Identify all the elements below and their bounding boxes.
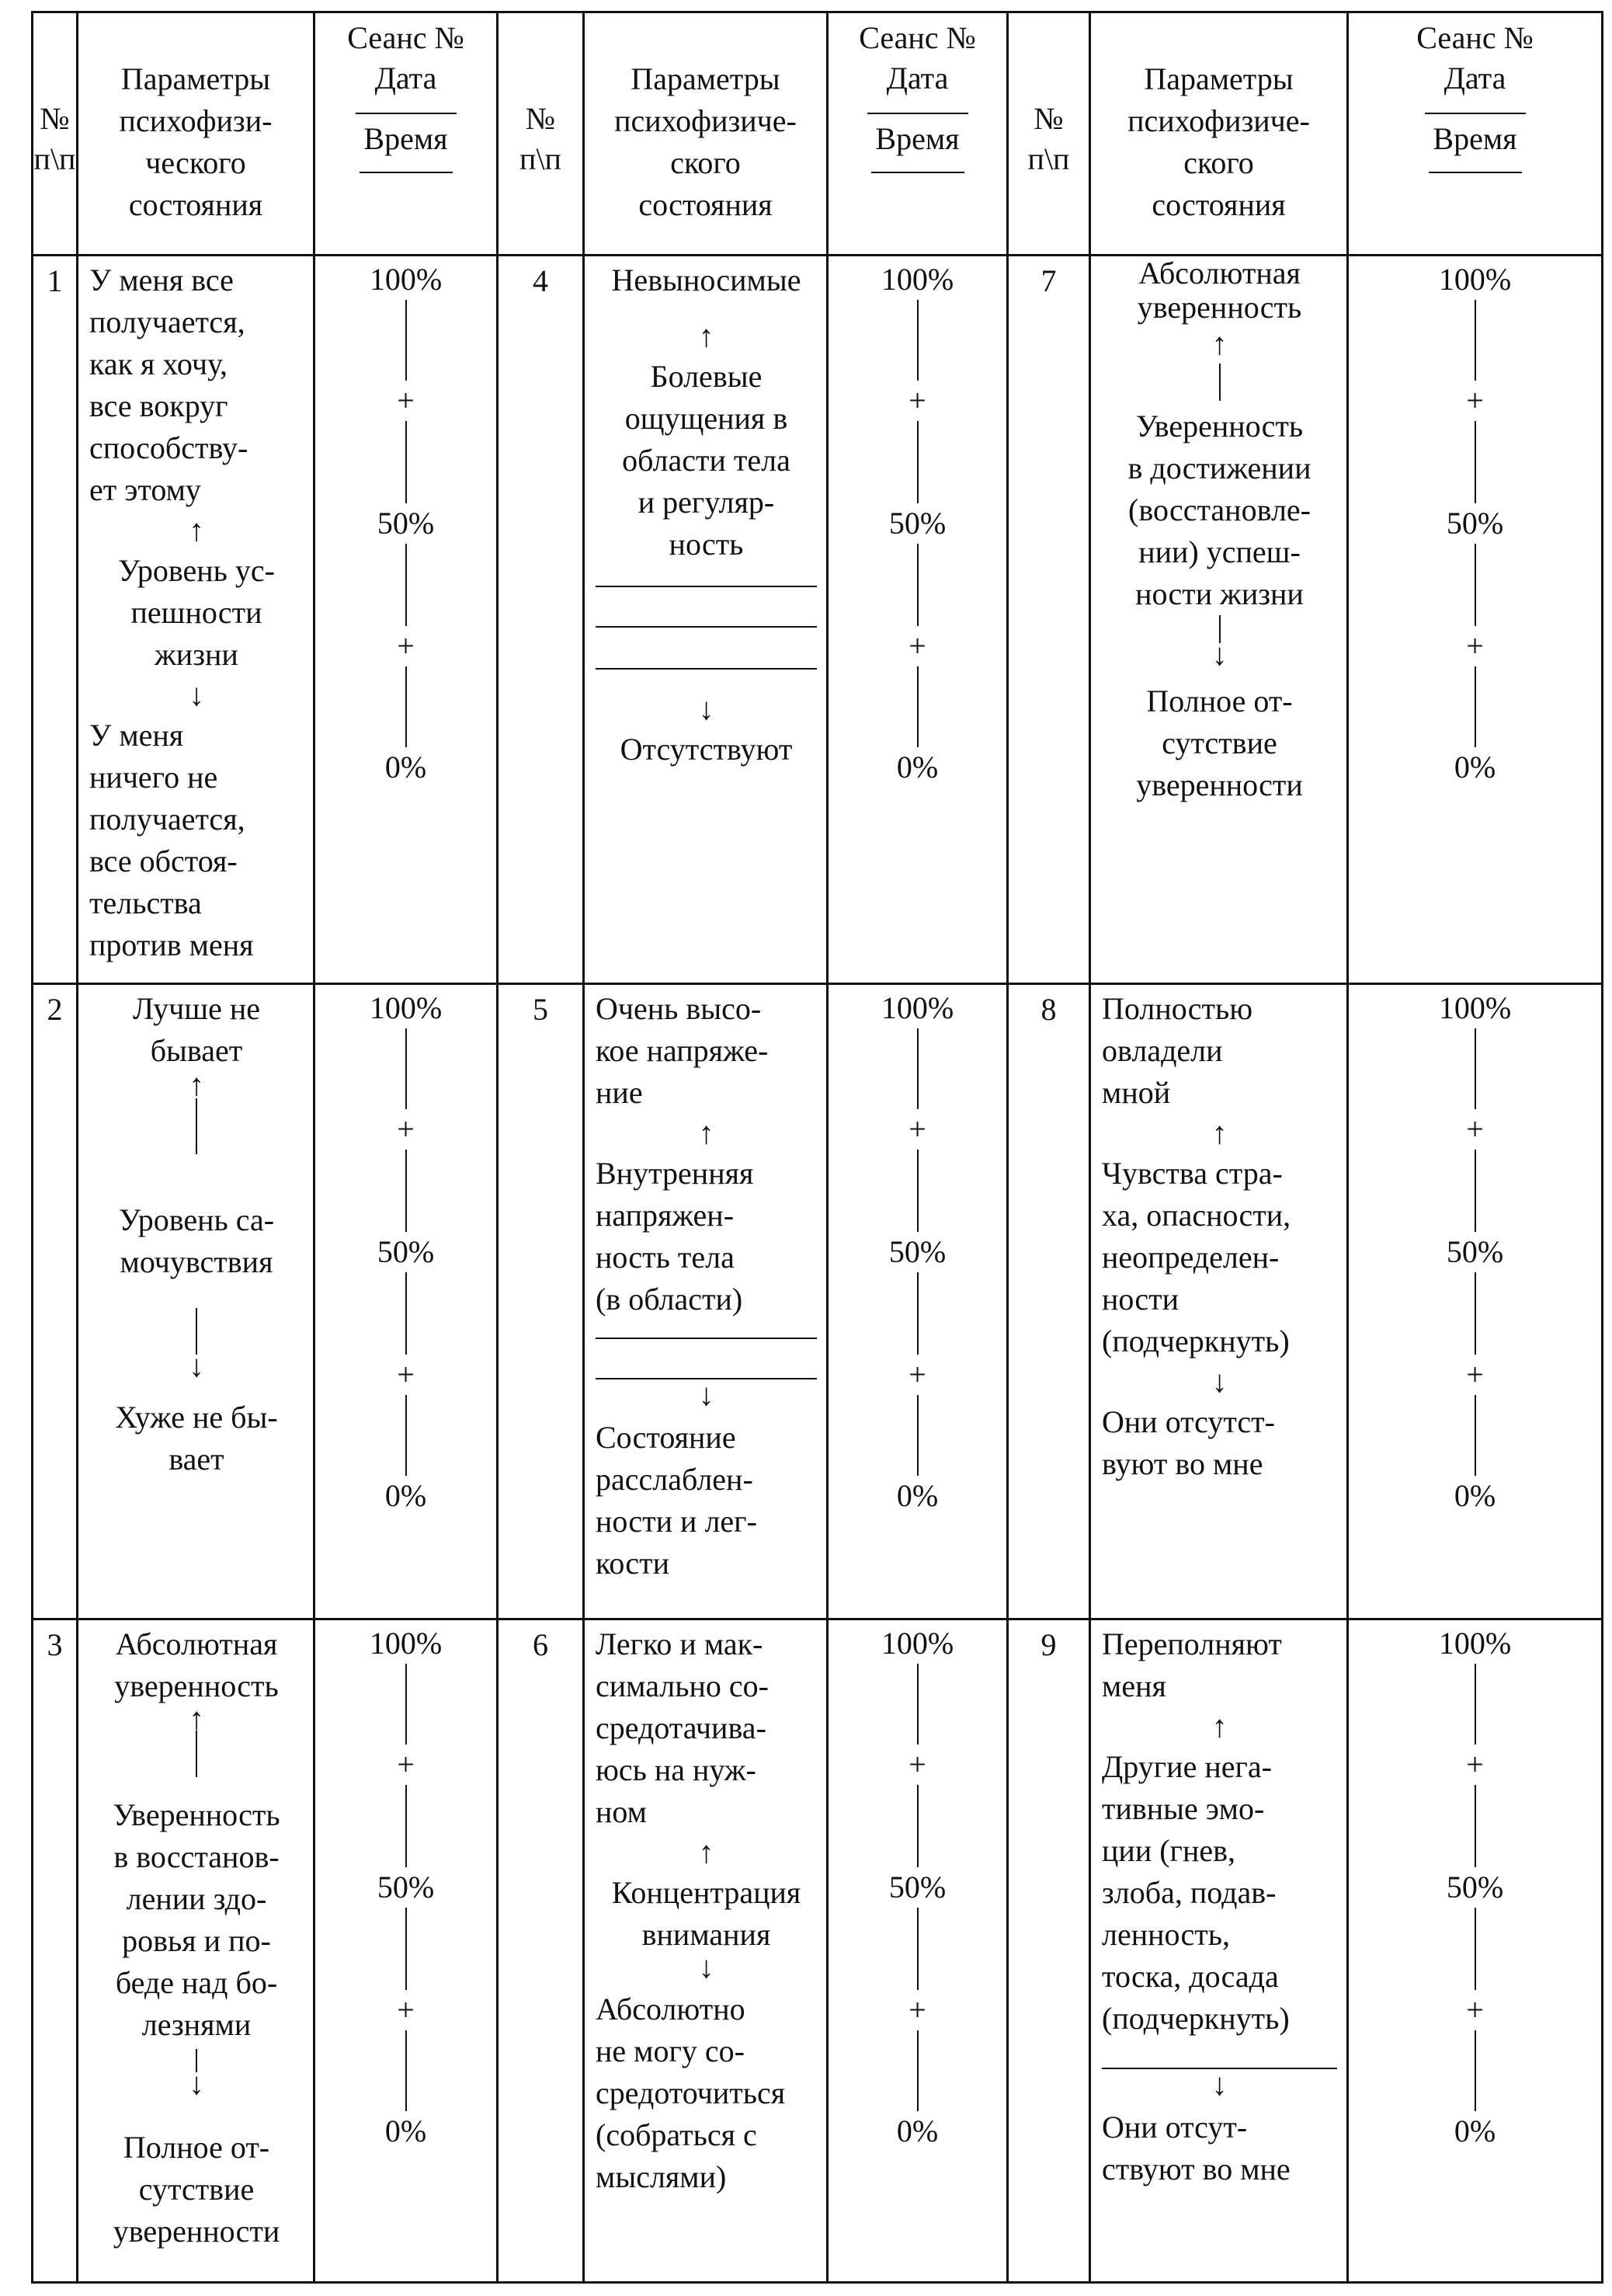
scale-50: 50% <box>315 1232 496 1272</box>
param-top: Полностью овладели мной <box>1102 988 1337 1114</box>
header-param: Параметры психофизиче- ского состояния <box>584 12 828 256</box>
scale-0: 0% <box>315 747 496 788</box>
scale-cell <box>314 984 498 1619</box>
scale-cell <box>1348 1619 1603 2283</box>
scale-100: 100% <box>315 259 496 300</box>
arrow-down-icon: ↓ <box>1102 2069 1337 2100</box>
param-top: Очень высо- кое напряже- ние <box>596 988 817 1114</box>
header-num: № п\п <box>1008 12 1090 256</box>
arrow-up-icon: ↑ <box>1102 1707 1337 1746</box>
arrow-down-icon: ↓ <box>89 2072 304 2096</box>
parameter-cell <box>584 1619 828 2283</box>
param-label: Другие нега- тивные эмо- ции (гнев, злоба, подав- ленность, тоска, досада (подчеркнуть) <box>1102 1746 1337 2040</box>
header-session: Сеанс № Дата Время <box>828 12 1008 256</box>
param-label: Уверенность в достижении (восстановле- нии) успеш- ности жизни <box>1102 405 1337 615</box>
scale-tick: + <box>829 1355 1006 1395</box>
table-row <box>33 1619 1603 2283</box>
row-number: 2 <box>33 984 78 1619</box>
scale-cell <box>1348 984 1603 1619</box>
arrow-up-icon: ↑ <box>596 1114 817 1153</box>
scale-cell <box>1348 256 1603 984</box>
scale-50: 50% <box>1349 1232 1601 1272</box>
scale-100: 100% <box>315 1623 496 1664</box>
param-label: Болевые ощущения в области тела и регуляр- ность <box>596 356 817 565</box>
scale-100: 100% <box>1349 988 1601 1028</box>
param-top: Легко и мак- симально со- средотачива- юсь на нуж- ном <box>596 1623 817 1833</box>
scale-tick: + <box>1349 1745 1601 1785</box>
arrow-up-icon: ↑ <box>89 511 304 550</box>
fill-in-line[interactable] <box>596 1338 817 1339</box>
scale-tick: + <box>1349 1355 1601 1395</box>
scale-tick: + <box>315 626 496 666</box>
param-label: Чувства стра- ха, опасности, неопределен- ности (подчеркнуть) <box>1102 1153 1337 1362</box>
parameter-cell <box>584 984 828 1619</box>
scale-tick: + <box>1349 381 1601 421</box>
scale-0: 0% <box>315 1476 496 1516</box>
scale-cell <box>828 984 1008 1619</box>
scale-100: 100% <box>1349 1623 1601 1664</box>
arrow-up-icon: ↑ <box>89 1072 304 1098</box>
param-bottom: Отсутствуют <box>596 729 817 771</box>
param-bottom: Полное от- сутствие уверенности <box>1102 680 1337 806</box>
arrow-down-icon: ↓ <box>89 676 304 715</box>
parameter-cell <box>584 256 828 984</box>
parameter-cell <box>78 984 314 1619</box>
param-bottom: Они отсут- ствуют во мне <box>1102 2106 1337 2190</box>
param-bottom: Они отсутст- вуют во мне <box>1102 1401 1337 1485</box>
fill-in-line[interactable] <box>596 626 817 628</box>
fill-in-line[interactable] <box>596 586 817 587</box>
header-row <box>33 12 1603 256</box>
parameter-cell <box>78 256 314 984</box>
parameter-cell <box>78 1619 314 2283</box>
param-top: Невыносимые <box>596 259 817 301</box>
scale-tick: + <box>829 1745 1006 1785</box>
table-row <box>33 984 1603 1619</box>
scale-tick: + <box>829 381 1006 421</box>
header-session: Сеанс № Дата Время <box>314 12 498 256</box>
param-label: Концентрация внимания <box>596 1872 817 1956</box>
arrow-down-icon: ↓ <box>596 1956 817 1979</box>
row-number: 4 <box>498 256 584 984</box>
scale-tick: + <box>829 1109 1006 1150</box>
header-param: Параметры психофизиче- ского состояния <box>1090 12 1348 256</box>
param-bottom: У меня ничего не получается, все обстоя- тельства против меня <box>89 715 304 966</box>
scale-100: 100% <box>829 259 1006 300</box>
row-number: 3 <box>33 1619 78 2283</box>
param-label: Уровень ус- пешности жизни <box>89 550 304 676</box>
scale-0: 0% <box>829 1476 1006 1516</box>
scale-50: 50% <box>315 1867 496 1908</box>
scale-0: 0% <box>1349 2111 1601 2152</box>
scale-50: 50% <box>829 1867 1006 1908</box>
arrow-down-icon: ↓ <box>1102 643 1337 666</box>
row-number: 8 <box>1008 984 1090 1619</box>
header-session: Сеанс № Дата Время <box>1348 12 1603 256</box>
scale-tick: + <box>829 626 1006 666</box>
arrow-up-icon: ↑ <box>1102 1114 1337 1153</box>
scale-100: 100% <box>1349 259 1601 300</box>
row-number: 5 <box>498 984 584 1619</box>
scale-tick: + <box>315 381 496 421</box>
arrow-up-icon: ↑ <box>1102 325 1337 364</box>
scale-cell <box>828 1619 1008 2283</box>
param-bottom: Полное от- сутствие уверенности <box>89 2127 304 2253</box>
scale-0: 0% <box>829 2111 1006 2152</box>
fill-in-line[interactable] <box>596 668 817 670</box>
row-number: 7 <box>1008 256 1090 984</box>
parameter-cell <box>1090 1619 1348 2283</box>
scale-tick: + <box>315 1990 496 2030</box>
scale-100: 100% <box>315 988 496 1028</box>
scale-0: 0% <box>829 747 1006 788</box>
scale-tick: + <box>1349 626 1601 666</box>
table-row <box>33 256 1603 984</box>
scale-50: 50% <box>315 503 496 544</box>
arrow-down-icon: ↓ <box>89 1355 304 1378</box>
header-param: Параметры психофизи- ческого состояния <box>78 12 314 256</box>
scale-100: 100% <box>829 988 1006 1028</box>
arrow-up-icon: ↑ <box>89 1707 304 1731</box>
scale-cell <box>828 256 1008 984</box>
param-bottom: Состояние расслаблен- ности и лег- кости <box>596 1417 817 1585</box>
parameter-cell <box>1090 984 1348 1619</box>
scale-50: 50% <box>829 503 1006 544</box>
param-top: Переполняют меня <box>1102 1623 1337 1707</box>
scale-tick: + <box>315 1355 496 1395</box>
param-bottom: Абсолютно не могу со- средоточиться (собраться с мыслями) <box>596 1988 817 2198</box>
scale-tick: + <box>315 1745 496 1785</box>
scale-50: 50% <box>829 1232 1006 1272</box>
header-num: № п\п <box>498 12 584 256</box>
scale-cell <box>314 256 498 984</box>
scale-0: 0% <box>1349 747 1601 788</box>
scale-tick: + <box>1349 1109 1601 1150</box>
scale-tick: + <box>829 1990 1006 2030</box>
psychophysical-state-table <box>31 11 1603 2284</box>
row-number: 9 <box>1008 1619 1090 2283</box>
scale-50: 50% <box>1349 1867 1601 1908</box>
arrow-down-icon: ↓ <box>596 690 817 729</box>
scale-0: 0% <box>1349 1476 1601 1516</box>
param-top: У меня все получается, как я хочу, все вокруг способству- ет этому <box>89 259 304 511</box>
scale-100: 100% <box>829 1623 1006 1664</box>
scale-0: 0% <box>315 2111 496 2152</box>
arrow-up-icon: ↑ <box>596 317 817 356</box>
scale-tick: + <box>1349 1990 1601 2030</box>
scale-cell <box>314 1619 498 2283</box>
row-number: 6 <box>498 1619 584 2283</box>
param-top: Абсолютная уверенность <box>1102 256 1337 325</box>
scale-tick: + <box>315 1109 496 1150</box>
param-label: Уверенность в восстанов- лении здо- ровья и по- беде над бо- лезнями <box>89 1794 304 2046</box>
arrow-down-icon: ↓ <box>596 1379 817 1411</box>
arrow-down-icon: ↓ <box>1102 1362 1337 1401</box>
param-label: Уровень са- мочувствия <box>89 1199 304 1283</box>
parameter-cell <box>1090 256 1348 984</box>
header-num: № п\п <box>33 12 78 256</box>
row-number: 1 <box>33 256 78 984</box>
param-top: Лучше не бывает <box>89 988 304 1072</box>
scale-50: 50% <box>1349 503 1601 544</box>
param-top: Абсолютная уверенность <box>89 1623 304 1707</box>
arrow-up-icon: ↑ <box>596 1833 817 1872</box>
param-label: Внутренняя напряжен- ность тела (в области) <box>596 1153 817 1320</box>
param-bottom: Хуже не бы- вает <box>89 1397 304 1480</box>
